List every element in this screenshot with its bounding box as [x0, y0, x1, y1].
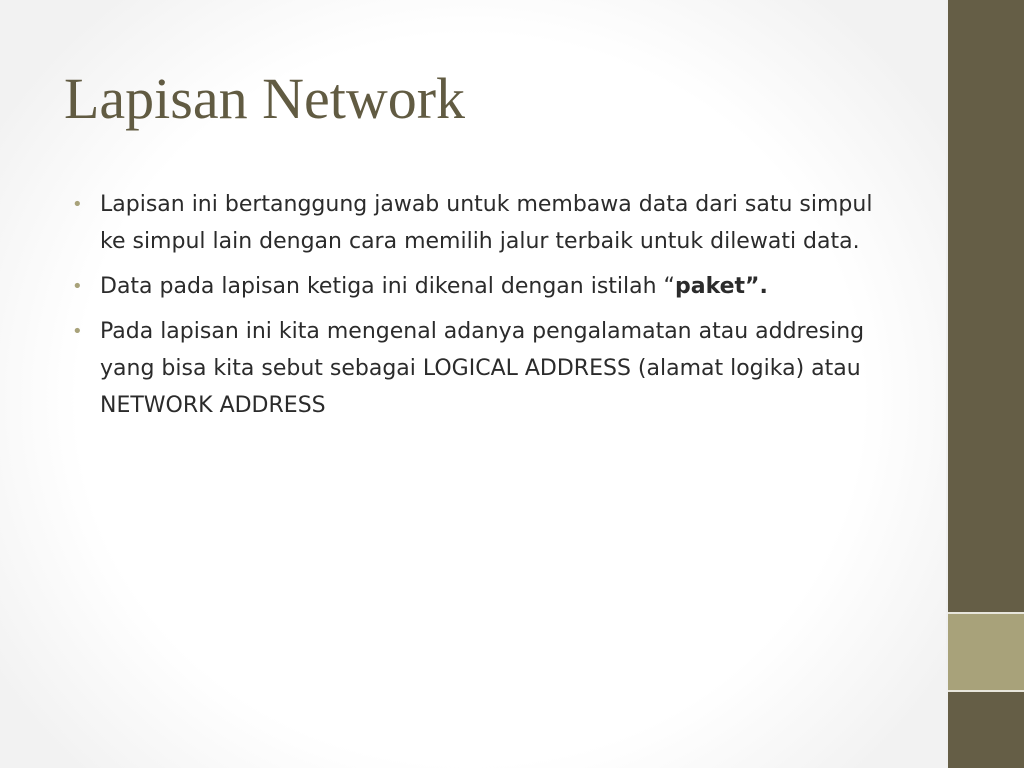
- bullet-item: [72, 186, 892, 260]
- sidebar-divider-bottom: [948, 690, 1024, 692]
- bullet-bold-term: paket”.: [674, 274, 768, 299]
- slide-title: Lapisan Network: [64, 66, 466, 131]
- bullet-text: Data pada lapisan ketiga ini dikenal dengan istilah “: [100, 274, 675, 299]
- sidebar-accent-block: [948, 614, 1024, 690]
- bullet-marker: •: [72, 194, 83, 215]
- bullet-list: [72, 186, 892, 432]
- bullet-marker: •: [72, 321, 83, 342]
- decorative-sidebar: [946, 0, 1024, 768]
- bullet-marker: •: [72, 276, 83, 297]
- bullet-text: Lapisan ini bertanggung jawab untuk membawa data dari satu simpul ke simpul lain dengan cara memilih jalur terbaik untuk dilewati data.: [100, 192, 873, 254]
- bullet-item: [72, 313, 892, 424]
- bullet-text: Pada lapisan ini kita mengenal adanya pengalamatan atau addresing yang bisa kita sebut sebagai LOGICAL ADDRESS (alamat logika) atau NETWORK ADDRESS: [100, 319, 865, 418]
- bullet-item: [72, 268, 892, 305]
